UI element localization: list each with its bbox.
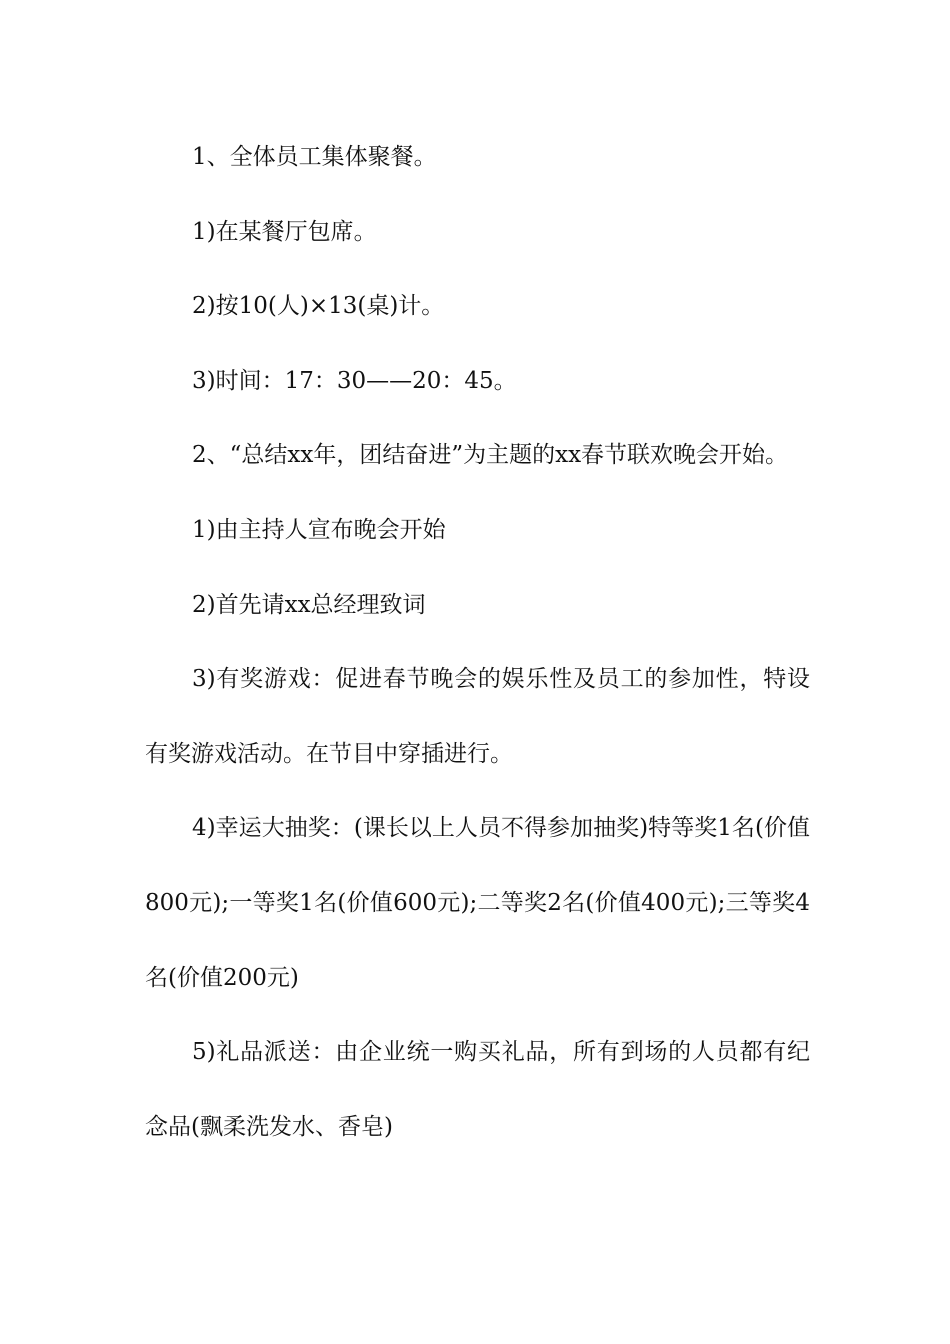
paragraph-gala-opening: 1)由主持人宣布晚会开始	[192, 516, 446, 543]
paragraph-dinner-time: 3)时间：17：30——20：45。	[192, 367, 517, 394]
paragraph-gala-games: 3)有奖游戏：促进春节晚会的娱乐性及员工的参加性，特设有奖游戏活动。在节目中穿插进行。	[145, 666, 810, 767]
document-body	[145, 120, 810, 1164]
paragraph-gala-speech: 2)首先请xx总经理致词	[192, 591, 426, 618]
paragraph-dinner: 1、全体员工集体聚餐。	[192, 144, 437, 170]
paragraph-gala: 2、“总结xx年，团结奋进”为主题的xx春节联欢晚会开始。	[192, 442, 789, 469]
paragraph-gala-lottery: 4)幸运大抽奖：(课长以上人员不得参加抽奖)特等奖1名(价值800元);一等奖1名(价值600元);二等奖2名(价值400元);三等奖4名(价值200元)	[145, 815, 810, 991]
paragraph-dinner-venue: 1)在某餐厅包席。	[192, 218, 377, 245]
paragraph-dinner-tables: 2)按10(人)×13(桌)计。	[192, 293, 445, 320]
paragraph-gala-gifts: 5)礼品派送：由企业统一购买礼品，所有到场的人员都有纪念品(飘柔洗发水、香皂)	[145, 1039, 810, 1140]
